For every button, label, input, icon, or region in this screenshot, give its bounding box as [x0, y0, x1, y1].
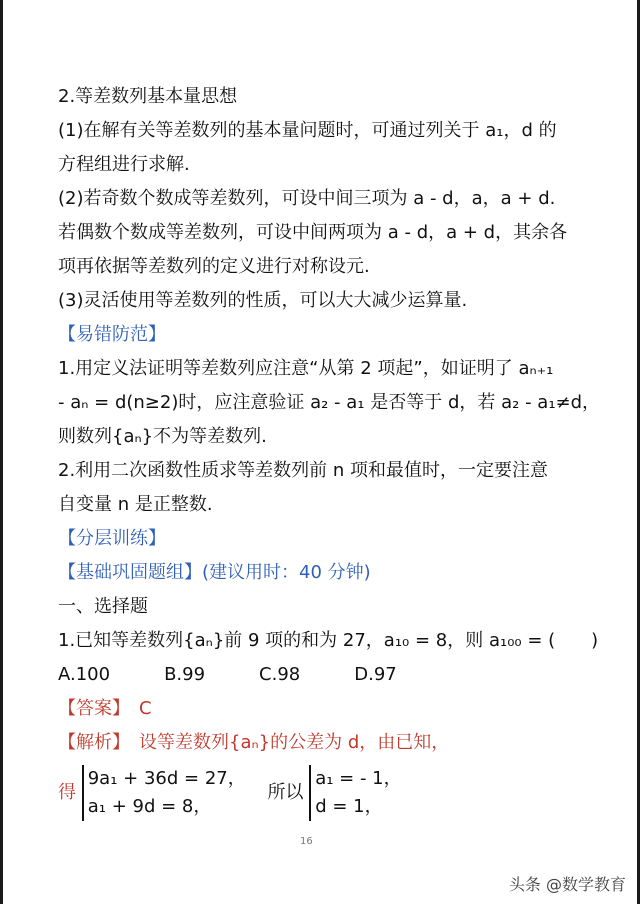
- question-type-heading: 一、选择题: [58, 596, 148, 617]
- analysis-label: 【解析】 设等差数列{aₙ}的公差为 d，由已知，: [58, 732, 450, 753]
- left-brace-system: [82, 765, 246, 821]
- equation: a₁ + 9d = 8，: [87, 796, 212, 817]
- text-line: (3)灵活使用等差数列的性质，可以大大减少运算量.: [58, 290, 468, 311]
- section-heading-basic: 【基础巩固题组】(建议用时：40 分钟): [58, 562, 371, 583]
- right-brace-system: [309, 765, 401, 821]
- question-text: 1.已知等差数列{aₙ}前 9 项的和为 27，a₁₀ = 8，则 a₁₀₀ = ( ): [58, 630, 599, 651]
- answer-label: 【答案】 C: [58, 698, 152, 719]
- equation: a₁ = - 1，: [315, 768, 402, 789]
- text-line: - aₙ = d(n≥2)时，应注意验证 a₂ - a₁ 是否等于 d，若 a₂ - a₁≠d，: [58, 392, 601, 413]
- watermark: 头条 @数学教育: [508, 875, 626, 894]
- system-connector: 所以: [267, 782, 304, 803]
- system-prefix: 得: [58, 782, 76, 803]
- text-line: (1)在解有关等差数列的基本量问题时，可通过列关于 a₁，d 的: [58, 120, 557, 141]
- text-line: 项再依据等差数列的定义进行对称设元.: [58, 256, 370, 277]
- equation: 9a₁ + 36d = 27，: [87, 768, 246, 789]
- left-border: [0, 0, 3, 904]
- text-line: 自变量 n 是正整数.: [58, 494, 213, 515]
- section-heading-mistakes: 【易错防范】: [58, 324, 166, 345]
- text-line: (2)若奇数个数成等差数列，可设中间三项为 a - d，a，a + d.: [58, 188, 556, 209]
- text-line: 2.利用二次函数性质求等差数列前 n 项和最值时，一定要注意: [58, 460, 549, 481]
- text-line: 2.等差数列基本量思想: [58, 86, 238, 107]
- text-line: 则数列{aₙ}不为等差数列.: [58, 426, 267, 447]
- equation: d = 1，: [315, 796, 383, 817]
- document-body: [58, 80, 601, 760]
- section-heading-training: 【分层训练】: [58, 528, 166, 549]
- text-line: 方程组进行求解.: [58, 154, 190, 175]
- text-line: 若偶数个数成等差数列，可设中间两项为 a - d，a + d，其余各: [58, 222, 568, 243]
- page-number: 16: [300, 836, 313, 847]
- text-line: 1.用定义法证明等差数列应注意“从第 2 项起”，如证明了 aₙ₊₁: [58, 358, 554, 379]
- equation-system: [58, 765, 402, 821]
- answer-options: A.100 B.99 C.98 D.97: [58, 664, 397, 685]
